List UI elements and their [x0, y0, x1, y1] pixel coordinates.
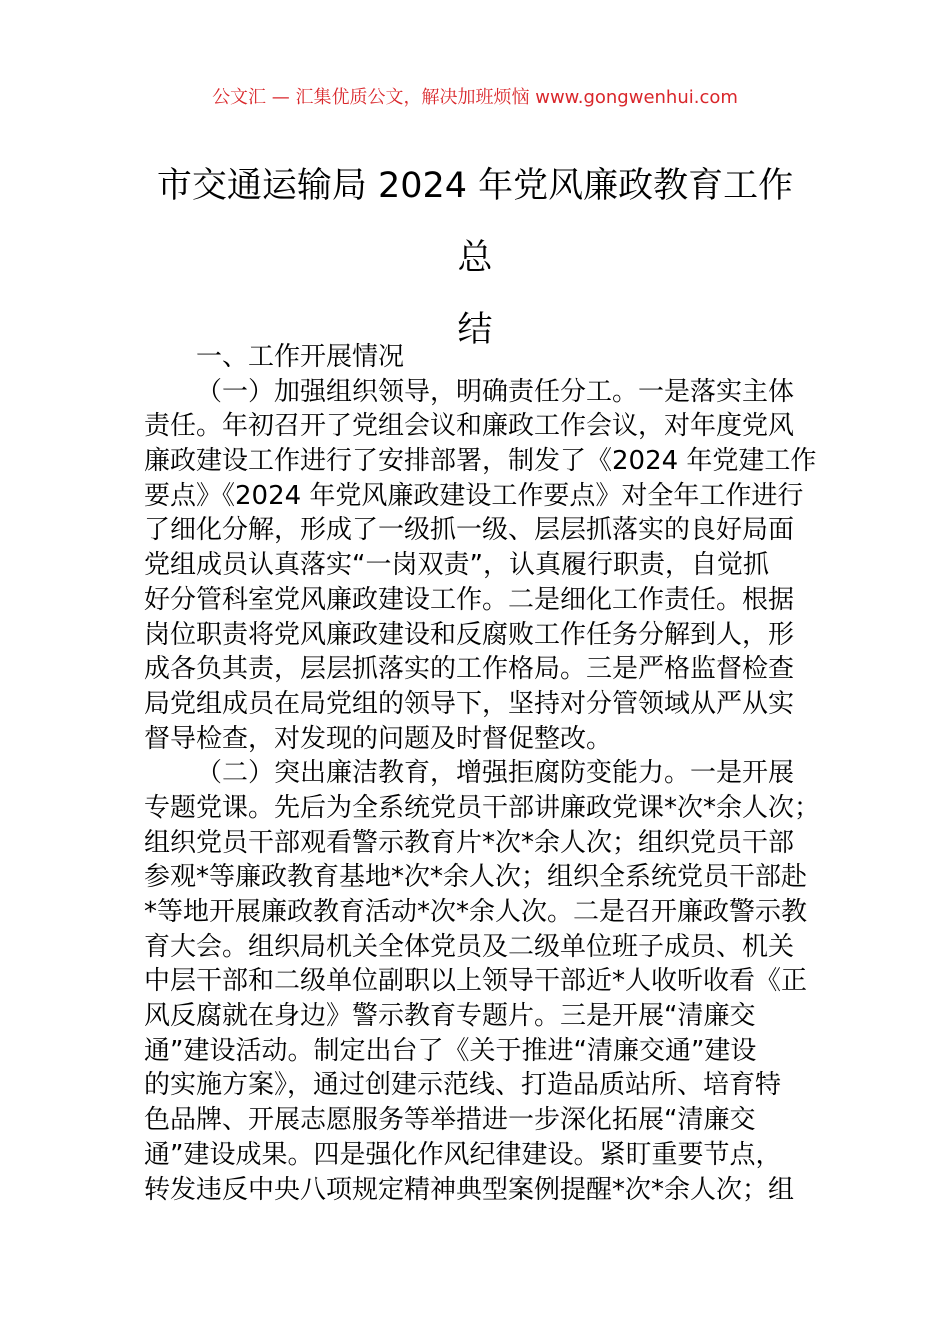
title-line-1: 市交通运输局 2024 年党风廉政教育工作总 — [156, 166, 794, 278]
paragraph-line: 的实施方案》，通过创建示范线、打造品质站所、培育特 — [144, 1070, 782, 1101]
paragraph-line: 专题党课。先后为全系统党员干部讲廉政党课*次*余人次； — [144, 792, 821, 823]
paragraph-line: 中层干部和二级单位副职以上领导干部近*人收听收看《正 — [144, 966, 808, 997]
paragraph-line: 督导检查，对发现的问题及时督促整改。 — [144, 723, 613, 754]
paragraph-line: 成各负其责，层层抓落实的工作格局。三是严格监督检查 — [144, 654, 795, 685]
document-title — [140, 150, 810, 366]
paragraph-line: （二）突出廉洁教育，增强拒腐防变能力。一是开展 — [196, 758, 795, 789]
paragraph-line: 局党组成员在局党组的领导下，坚持对分管领域从严从实 — [144, 688, 795, 719]
paragraph-line: 要点》《2024 年党风廉政建设工作要点》对全年工作进行 — [144, 480, 804, 511]
paragraph-line: 廉政建设工作进行了安排部署，制发了《2024 年党建工作 — [144, 446, 817, 477]
paragraph-line: （一）加强组织领导，明确责任分工。一是落实主体 — [196, 376, 795, 407]
paragraph-line: 育大会。组织局机关全体党员及二级单位班子成员、机关 — [144, 931, 795, 962]
document-body — [144, 340, 821, 1207]
paragraph-line: 风反腐就在身边》警示教育专题片。三是开展“清廉交 — [144, 1001, 756, 1032]
paragraph-line: 参观*等廉政教育基地*次*余人次；组织全系统党员干部赴 — [144, 862, 808, 893]
paragraph-line: 通”建设活动。制定出台了《关于推进“清廉交通”建设 — [144, 1035, 757, 1066]
paragraph-line: 责任。年初召开了党组会议和廉政工作会议，对年度党风 — [144, 411, 795, 442]
paragraph-line: 好分管科室党风廉政建设工作。二是细化工作责任。根据 — [144, 584, 795, 615]
paragraph-line: 色品牌、开展志愿服务等举措进一步深化拓展“清廉交 — [144, 1105, 756, 1136]
paragraph-line: 岗位职责将党风廉政建设和反腐败工作任务分解到人，形 — [144, 619, 795, 650]
paragraph-line: 转发违反中央八项规定精神典型案例提醒*次*余人次；组 — [144, 1174, 795, 1205]
paragraph-line: 了细化分解，形成了一级抓一级、层层抓落实的良好局面 — [144, 515, 795, 546]
paragraph-line: *等地开展廉政教育活动*次*余人次。二是召开廉政警示教 — [144, 897, 808, 927]
watermark-banner: 公文汇 — 汇集优质公文，解决加班烦恼 www.gongwenhui.com — [212, 87, 738, 108]
section-heading: 一、工作开展情况 — [196, 342, 405, 372]
paragraph-line: 通”建设成果。四是强化作风纪律建设。紧盯重要节点， — [144, 1139, 782, 1170]
paragraph-line: 组织党员干部观看警示教育片*次*余人次；组织党员干部 — [144, 827, 795, 858]
paragraph-line: 党组成员认真落实“一岗双责”，认真履行职责，自觉抓 — [144, 550, 769, 581]
title-line-2: 结 — [457, 310, 493, 350]
